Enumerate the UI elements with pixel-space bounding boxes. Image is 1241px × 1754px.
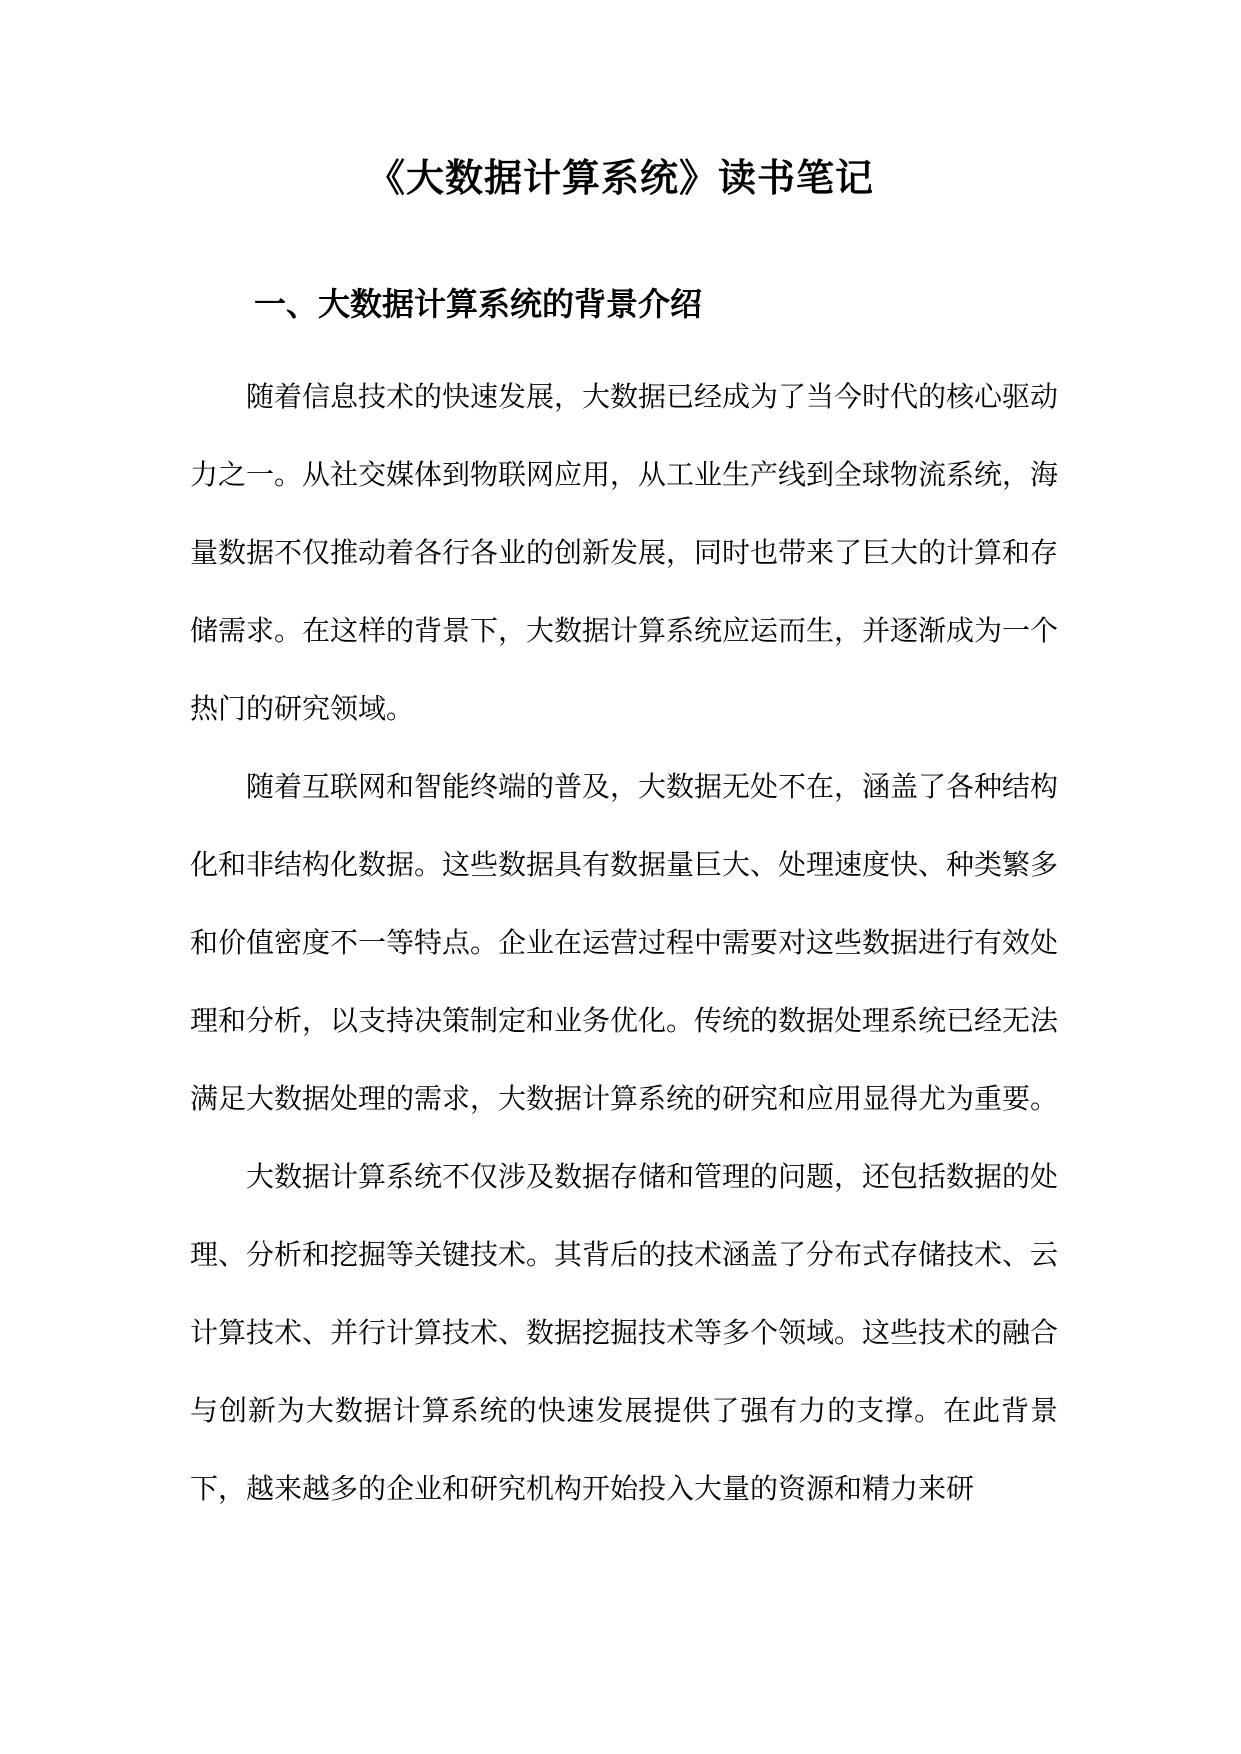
paragraph-2: 随着互联网和智能终端的普及，大数据无处不在，涵盖了各种结构化和非结构化数据。这些数据具有数据量巨大、处理速度快、种类繁多和价值密度不一等特点。企业在运营过程中需要对这些数据进行有效处理和分析，以支持决策制定和业务优化。传统的数据处理系统已经无法满足大数据处理的需求，大数据计算系统的研究和应用显得尤为重要。 — [190, 770, 1059, 1115]
paragraph-1: 随着信息技术的快速发展，大数据已经成为了当今时代的核心驱动力之一。从社交媒体到物联网应用，从工业生产线到全球物流系统，海量数据不仅推动着各行各业的创新发展，同时也带来了巨大的计算和存储需求。在这样的背景下，大数据计算系统应运而生，并逐渐成为一个热门的研究领域。 — [190, 380, 1059, 725]
section-body — [190, 358, 1058, 1528]
paragraph-3: 大数据计算系统不仅涉及数据存储和管理的问题，还包括数据的处理、分析和挖掘等关键技术。其背后的技术涵盖了分布式存储技术、云计算技术、并行计算技术、数据挖掘技术等多个领域。这些技术的融合与创新为大数据计算系统的快速发展提供了强有力的支撑。在此背景下，越来越多的企业和研究机构开始投入大量的资源和精力来研 — [190, 1160, 1059, 1505]
section-heading: 一、大数据计算系统的背景介绍 — [254, 285, 703, 323]
document-title: 《大数据计算系统》读书笔记 — [366, 155, 874, 200]
